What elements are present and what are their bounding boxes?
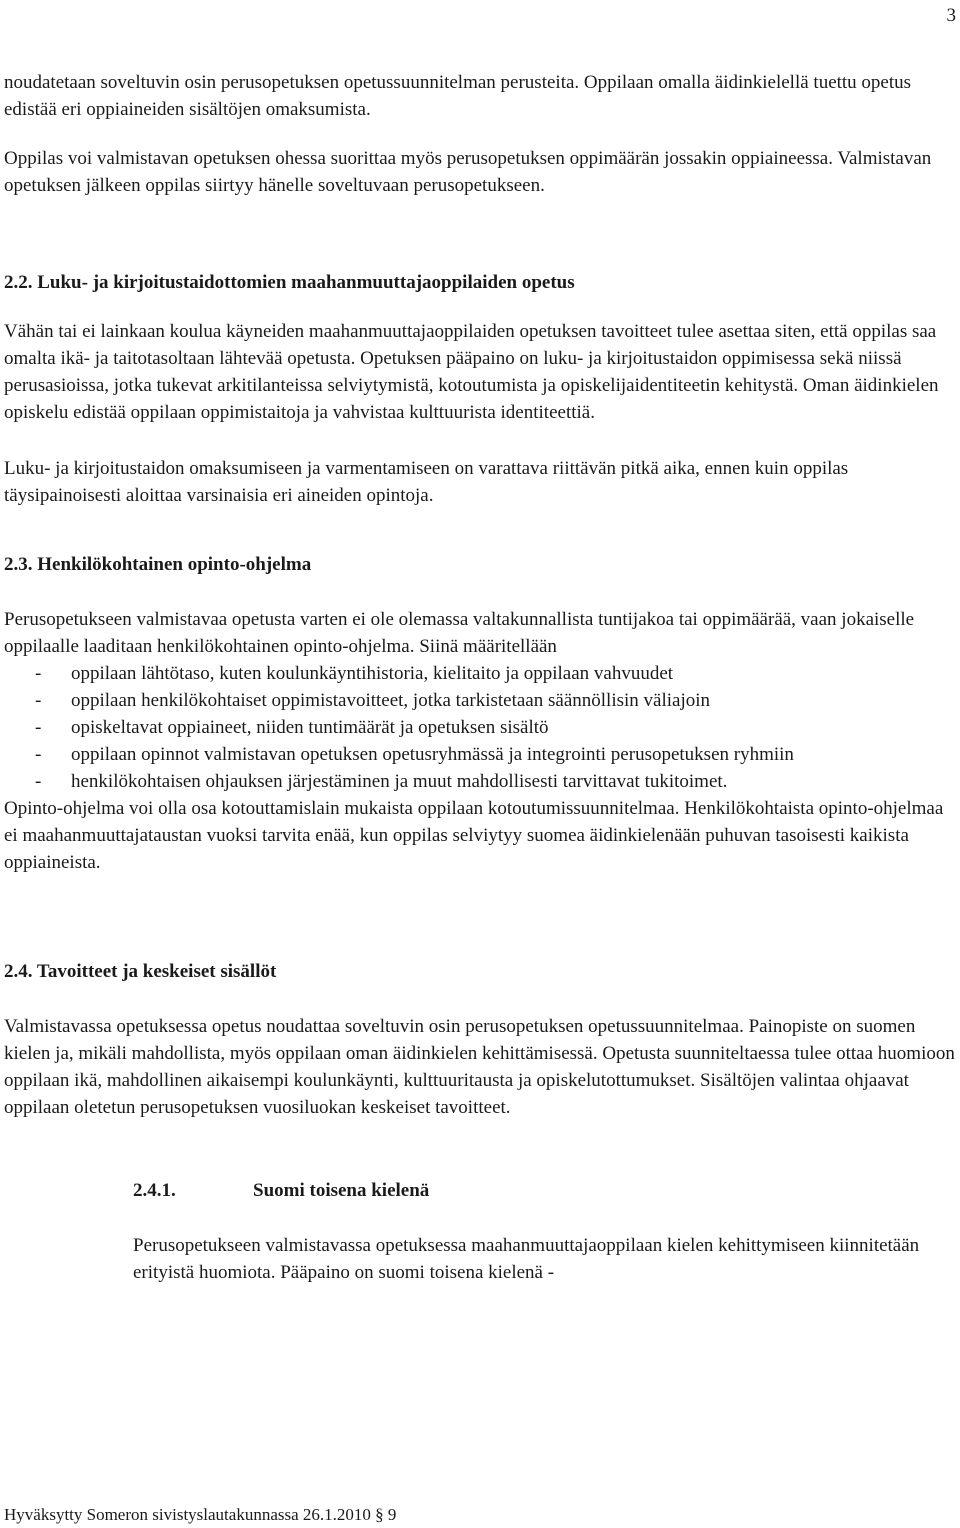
section-number: 2.4.1. [133,1180,176,1201]
dash-bullet: - [35,663,42,684]
section-2-4-heading: 2.4. Tavoitteet ja keskeiset sisällöt [4,961,277,982]
study-plan-list [4,660,958,795]
section-2-3-outro: Opinto-ohjelma voi olla osa kotouttamislain mukaista oppilaan kotoutumissuunnitelmaa. Henkilökohtaista opinto-ohjelmaa ei maahanmuuttajataustan vuoksi tarvita enää, kun oppilas selviytyy suomea äidinkielenään puhuvan tasoisesti kaikista oppiaineista. [4,798,944,873]
document-body [4,69,958,1286]
list-item: - oppilaan henkilökohtaiset oppimistavoitteet, jotka tarkistetaan säännöllisin väliajoin [4,687,958,714]
intro-paragraph-2: Oppilas voi valmistavan opetuksen ohessa suorittaa myös perusopetuksen oppimäärän jossakin oppiaineessa. Valmistavan opetuksen jälkeen oppilas siirtyy hänelle soveltuvaan perusopetukseen. [4,148,932,196]
dash-bullet: - [35,690,42,711]
section-2-4-paragraph-1: Valmistavassa opetuksessa opetus noudattaa soveltuvin osin perusopetuksen opetussuunnitelmaa. Painopiste on suomen kielen ja, mikäli mahdollista, myös oppilaan oman äidinkielen kehittämisessä. Opetusta suunniteltaessa tulee ottaa huomioon oppilaan ikä, mahdollinen aikaisempi koulunkäynti, kulttuuritausta ja opiskelutottumukset. Sisältöjen valintaa ohjaavat oppilaan oletetun perusopetuksen vuosiluokan keskeiset tavoitteet. [4,1016,955,1118]
list-item: - opiskeltavat oppiaineet, niiden tuntimäärät ja opetuksen sisältö [4,714,958,741]
dash-bullet: - [35,771,42,792]
section-2-3-intro: Perusopetukseen valmistavaa opetusta varten ei ole olemassa valtakunnallista tuntijakoa tai oppimäärää, vaan jokaiselle oppilaalle laaditaan henkilökohtainen opinto-ohjelma. Siinä määritellään [4,609,915,657]
approval-footer: Hyväksytty Someron sivistyslautakunnassa 26.1.2010 § 9 [4,1505,397,1524]
section-2-3-heading: 2.3. Henkilökohtainen opinto-ohjelma [4,554,312,575]
section-2-4-1-heading [133,1177,958,1204]
list-item: - henkilökohtaisen ohjauksen järjestäminen ja muut mahdollisesti tarvittavat tukitoimet. [4,768,958,795]
section-2-2-heading: 2.2. Luku- ja kirjoitustaidottomien maahanmuuttajaoppilaiden opetus [4,272,575,293]
intro-paragraph-1: noudatetaan soveltuvin osin perusopetuksen opetussuunnitelman perusteita. Oppilaan omalla äidinkielellä tuettu opetus edistää eri oppiaineiden sisältöjen omaksumista. [4,72,912,120]
section-2-2-paragraph-2: Luku- ja kirjoitustaidon omaksumiseen ja varmentamiseen on varattava riittävän pitkä aika, ennen kuin oppilas täysipainoisesti aloittaa varsinaisia eri aineiden opintoja. [4,458,849,506]
section-title: Suomi toisena kielenä [253,1180,430,1201]
section-2-4-1-paragraph-1: Perusopetukseen valmistavassa opetuksessa maahanmuuttajaoppilaan kielen kehittymiseen kiinnitetään erityistä huomiota. Pääpaino on suomi toisena kielenä - [133,1235,920,1283]
section-2-2-paragraph-1: Vähän tai ei lainkaan koulua käyneiden maahanmuuttajaoppilaiden opetuksen tavoitteet tulee asettaa siten, että oppilas saa omalta ikä- ja taitotasoltaan lähtevää opetusta. Opetuksen pääpaino on luku- ja kirjoitustaidon oppimisessa sekä niissä perusasioissa, jotka tukevat arkitilanteissa selviytymistä, kotoutumista ja opiskelijaidentiteetin kehitystä. Oman äidinkielen opiskelu edistää oppilaan oppimistaitoja ja vahvistaa kulttuurista identiteettiä. [4,321,939,423]
dash-bullet: - [35,744,42,765]
list-item: - oppilaan opinnot valmistavan opetuksen opetusryhmässä ja integrointi perusopetuksen ryhmiin [4,741,958,768]
list-item: - oppilaan lähtötaso, kuten koulunkäyntihistoria, kielitaito ja oppilaan vahvuudet [4,660,958,687]
page-number: 3 [946,5,956,26]
dash-bullet: - [35,717,42,738]
